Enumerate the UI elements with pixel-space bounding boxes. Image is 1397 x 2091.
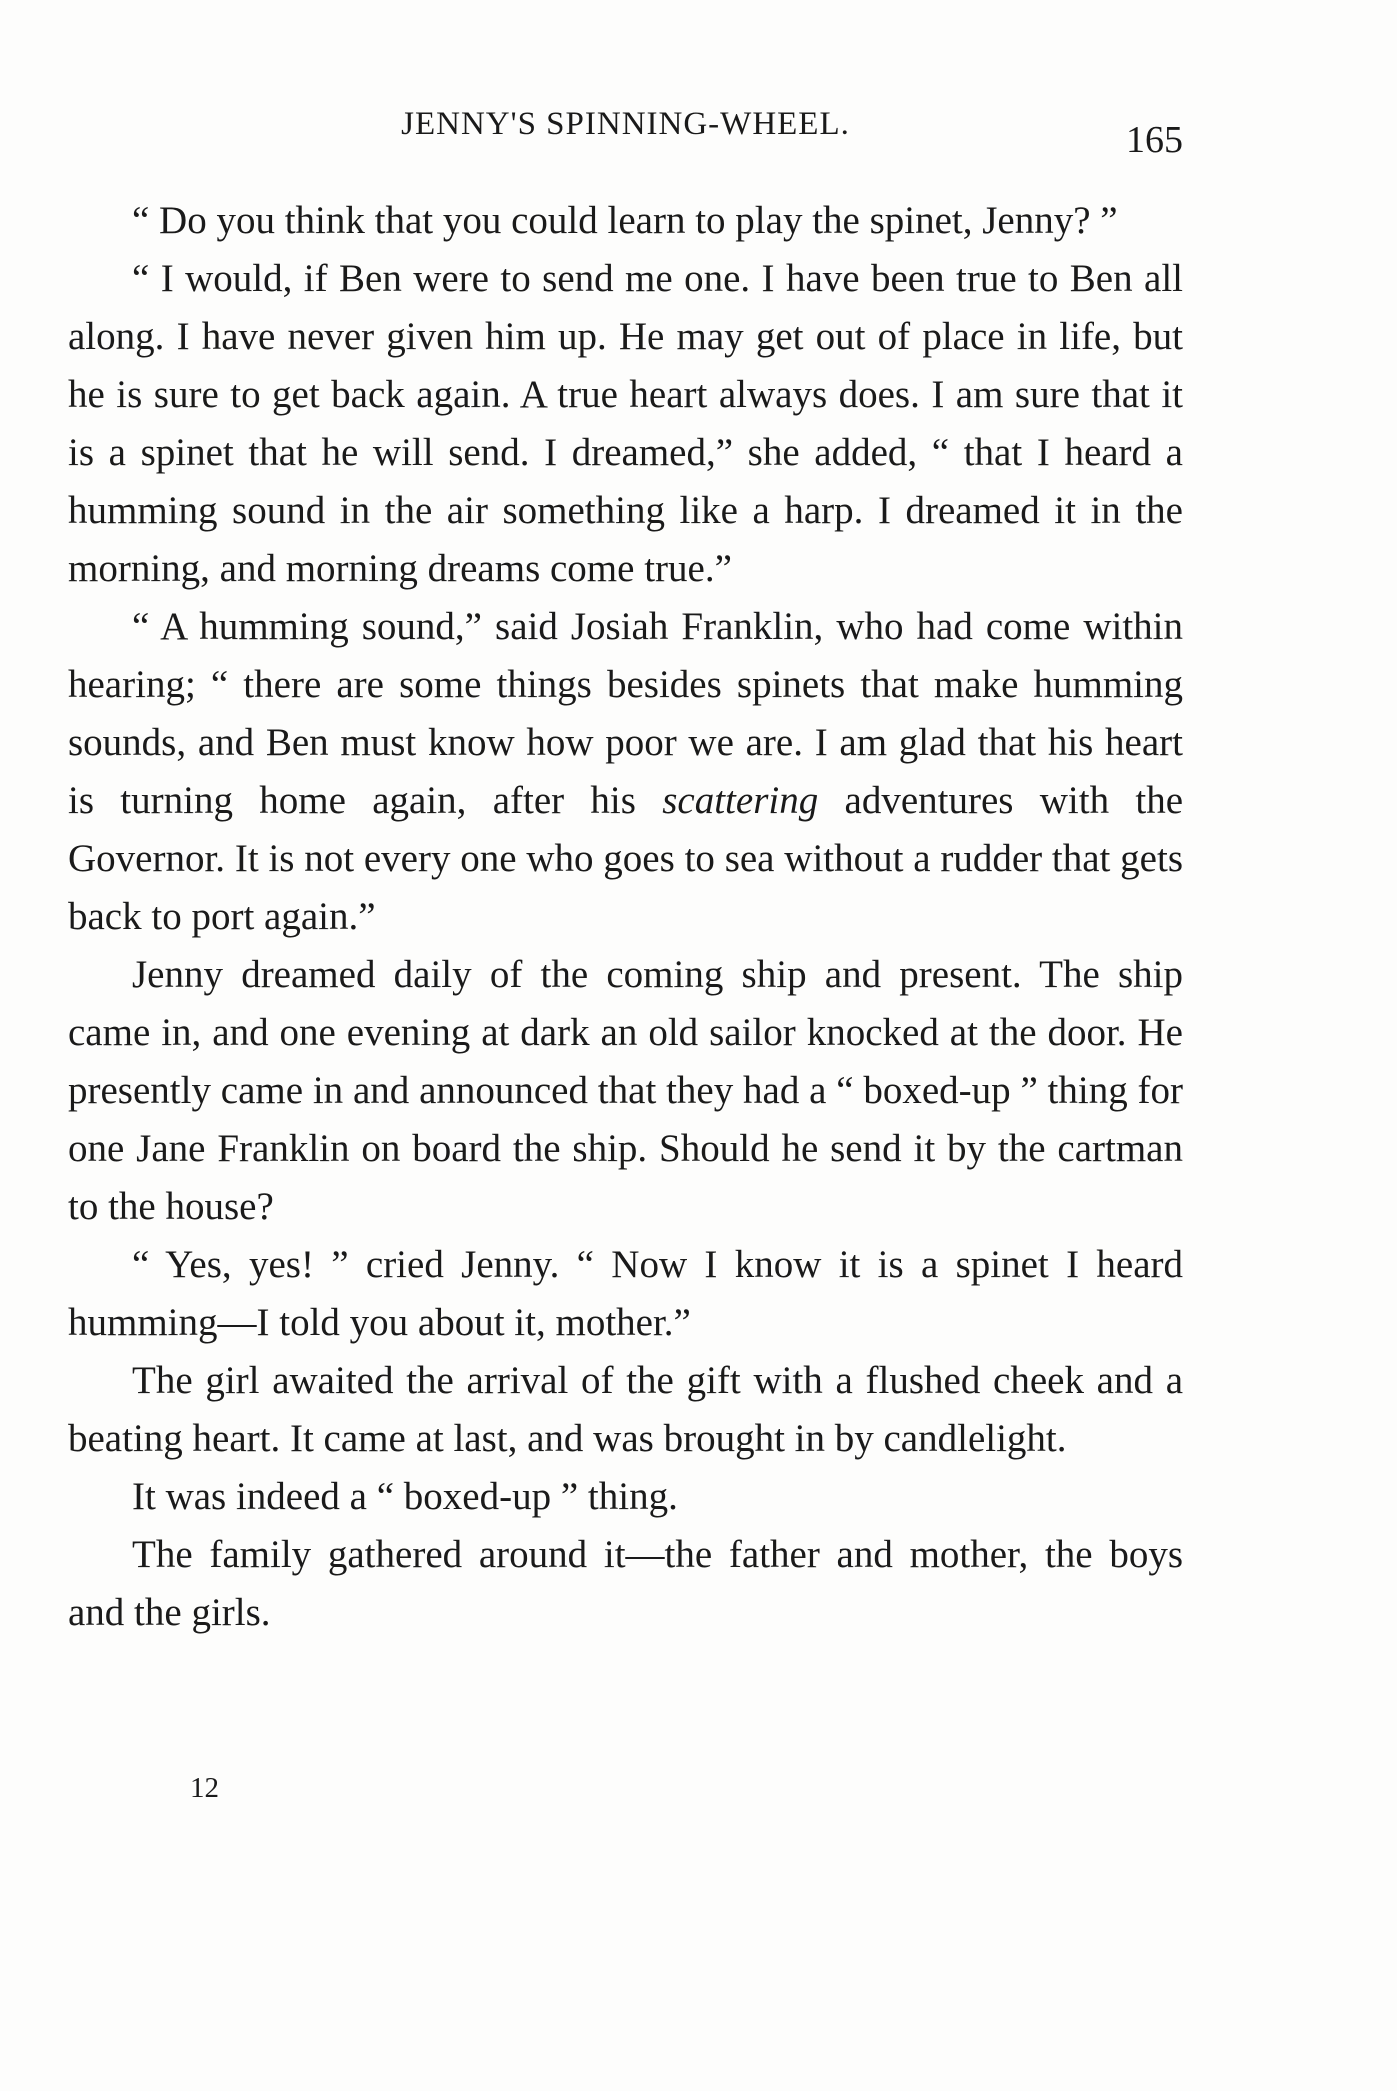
paragraph: “ I would, if Ben were to send me one. I have been true to Ben all along. I have never given him up. He may get out of place in life, but he is sure to get back again. A true heart always does. I am sure that it is a spinet that he will send. I dreamed,” she added, “ that I heard a humming sound in the air something like a harp. I dreamed it in the morning, and morning dreams come true.” xyxy=(68,257,1183,590)
paragraph: The girl awaited the arrival of the gift with a flushed cheek and a beating heart. It came at last, and was brought in by candlelight. xyxy=(68,1359,1183,1460)
italic-word: scattering xyxy=(662,779,819,822)
paragraph xyxy=(68,598,1183,946)
paragraph-text: “ A humming sound,” said Josiah Franklin, who had come within hearing; “ there are some things besides spinets that make humming sounds, and Ben must know how poor we are. I am glad that his heart is turning home again, after his xyxy=(68,605,1183,822)
body-text xyxy=(68,192,1183,1642)
paragraph-text: adventures with the Governor. It is not every one who goes to sea without a rudder that gets back to port again.” xyxy=(68,779,1184,938)
paragraph: “ Yes, yes! ” cried Jenny. “ Now I know it is a spinet I heard humming—I told you about it, mother.” xyxy=(68,1243,1183,1344)
paragraph: Jenny dreamed daily of the coming ship and present. The ship came in, and one evening at dark an old sailor knocked at the door. He presently came in and announced that they had a “ boxed-up ” thing for one Jane Franklin on board the ship. Should he send it by the cartman to the house? xyxy=(68,953,1183,1228)
paragraph: It was indeed a “ boxed-up ” thing. xyxy=(132,1475,678,1518)
paragraph: “ Do you think that you could learn to play the spinet, Jenny? ” xyxy=(132,199,1118,242)
page-number: 165 xyxy=(1126,119,1183,161)
running-title: JENNY'S SPINNING-WHEEL. xyxy=(401,106,850,142)
paragraph: The family gathered around it—the father and mother, the boys and the girls. xyxy=(68,1533,1183,1634)
signature-mark: 12 xyxy=(190,1772,219,1804)
running-head xyxy=(68,106,1183,161)
